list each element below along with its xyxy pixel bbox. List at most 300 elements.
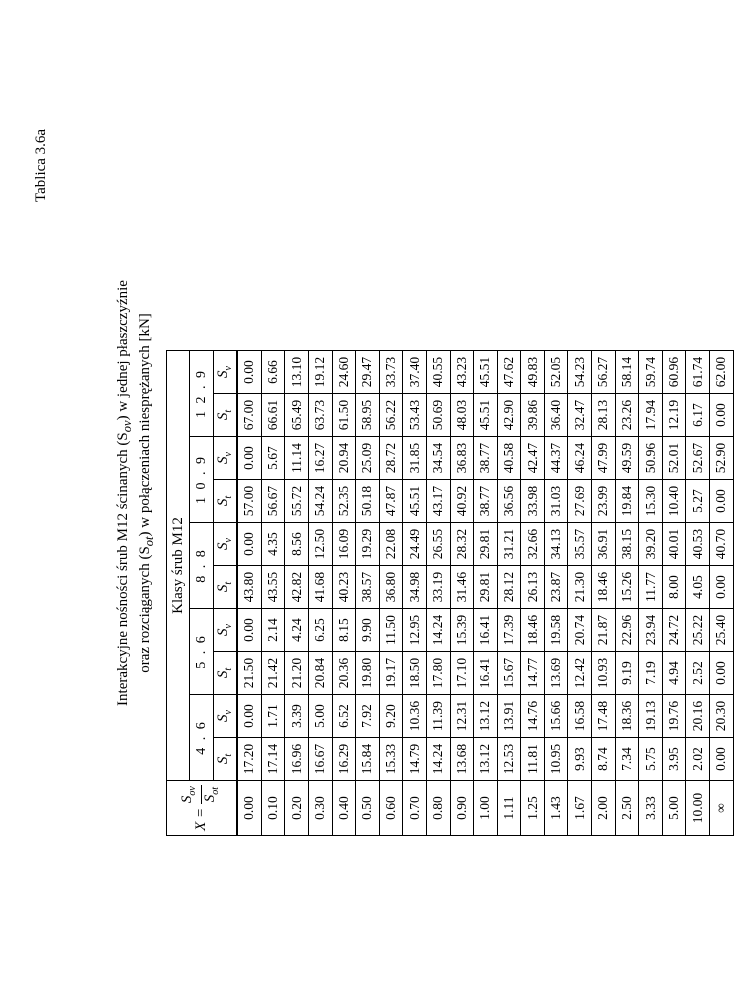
st-value-cell: 9.19 <box>615 652 639 695</box>
st-header-2 <box>213 566 237 609</box>
sv-value-cell: 19.12 <box>308 351 332 394</box>
st-value-cell: 67.00 <box>237 394 261 437</box>
st-value-cell: 36.80 <box>379 566 403 609</box>
st-value-cell: 13.68 <box>450 738 474 781</box>
sv-symbol: S <box>215 542 232 550</box>
sv-value-cell: 47.62 <box>497 351 521 394</box>
st-value-cell: 56.67 <box>261 480 285 523</box>
class-header-4: 1 2 . 9 <box>190 351 213 437</box>
sv-value-cell: 8.56 <box>285 523 309 566</box>
sv-value-cell: 38.77 <box>474 437 498 480</box>
sv-value-cell: 29.47 <box>356 351 380 394</box>
sv-symbol: S <box>215 714 232 722</box>
sv-value-cell: 15.39 <box>450 609 474 652</box>
sv-value-cell: 36.91 <box>592 523 616 566</box>
st-value-cell: 10.95 <box>544 738 568 781</box>
sv-value-cell: 8.15 <box>332 609 356 652</box>
st-value-cell: 43.80 <box>237 566 261 609</box>
st-value-cell: 26.13 <box>521 566 545 609</box>
sv-header-1 <box>213 609 237 652</box>
sv-value-cell: 9.20 <box>379 695 403 738</box>
sv-value-cell: 28.32 <box>450 523 474 566</box>
sv-value-cell: 31.21 <box>497 523 521 566</box>
x-denominator <box>202 785 224 804</box>
st-value-cell: 38.77 <box>474 480 498 523</box>
sv-value-cell: 56.27 <box>592 351 616 394</box>
sv-value-cell: 34.13 <box>544 523 568 566</box>
st-value-cell: 0.00 <box>710 394 734 437</box>
st-value-cell: 7.19 <box>639 652 663 695</box>
st-value-cell: 4.05 <box>686 566 710 609</box>
st-value-cell: 8.74 <box>592 738 616 781</box>
x-value-cell: 0.30 <box>308 781 332 836</box>
x-value-cell: 0.10 <box>261 781 285 836</box>
table-row <box>592 351 616 836</box>
st-value-cell: 17.20 <box>237 738 261 781</box>
st-value-cell: 55.72 <box>285 480 309 523</box>
table-row <box>474 351 498 836</box>
table-row <box>356 351 380 836</box>
st-subscript: t <box>223 667 235 671</box>
st-value-cell: 7.34 <box>615 738 639 781</box>
sv-value-cell: 1.71 <box>261 695 285 738</box>
st-value-cell: 36.56 <box>497 480 521 523</box>
class-row <box>190 351 213 836</box>
sv-value-cell: 0.00 <box>237 609 261 652</box>
table-row <box>639 351 663 836</box>
sv-value-cell: 44.37 <box>544 437 568 480</box>
sv-value-cell: 11.39 <box>426 695 450 738</box>
st-value-cell: 19.84 <box>615 480 639 523</box>
sv-value-cell: 52.90 <box>710 437 734 480</box>
st-value-cell: 0.00 <box>710 566 734 609</box>
sv-value-cell: 22.08 <box>379 523 403 566</box>
table-body <box>237 351 733 836</box>
st-header-3 <box>213 480 237 523</box>
st-value-cell: 10.93 <box>592 652 616 695</box>
st-value-cell: 41.68 <box>308 566 332 609</box>
st-value-cell: 13.69 <box>544 652 568 695</box>
bolt-classes-header: Klasy śrub M12 <box>167 351 190 781</box>
x-value-cell: 3.33 <box>639 781 663 836</box>
st-value-cell: 9.93 <box>568 738 592 781</box>
st-value-cell: 23.26 <box>615 394 639 437</box>
x-value-cell: 0.80 <box>426 781 450 836</box>
sv-value-cell: 40.58 <box>497 437 521 480</box>
sv-subscript: v <box>223 710 235 715</box>
x-fraction <box>179 785 224 804</box>
st-value-cell: 38.57 <box>356 566 380 609</box>
st-value-cell: 53.43 <box>403 394 427 437</box>
sv-value-cell: 52.67 <box>686 437 710 480</box>
table-row <box>237 351 261 836</box>
st-value-cell: 0.00 <box>710 738 734 781</box>
st-value-cell: 23.87 <box>544 566 568 609</box>
sv-header-4 <box>213 351 237 394</box>
sv-value-cell: 36.83 <box>450 437 474 480</box>
sv-value-cell: 24.49 <box>403 523 427 566</box>
x-value-cell: 2.50 <box>615 781 639 836</box>
table-row <box>662 351 686 836</box>
sv-value-cell: 42.47 <box>521 437 545 480</box>
sv-value-cell: 19.13 <box>639 695 663 738</box>
sv-value-cell: 61.74 <box>686 351 710 394</box>
sv-value-cell: 46.24 <box>568 437 592 480</box>
st-subscript: t <box>223 581 235 585</box>
x-label: X = <box>193 807 210 831</box>
st-value-cell: 54.24 <box>308 480 332 523</box>
sub-header-row <box>213 351 237 836</box>
sv-value-cell: 52.05 <box>544 351 568 394</box>
st-value-cell: 33.19 <box>426 566 450 609</box>
st-value-cell: 43.55 <box>261 566 285 609</box>
st-value-cell: 0.00 <box>710 480 734 523</box>
st-value-cell: 29.81 <box>474 566 498 609</box>
st-value-cell: 31.03 <box>544 480 568 523</box>
st-value-cell: 50.18 <box>356 480 380 523</box>
sv-value-cell: 20.30 <box>710 695 734 738</box>
st-symbol: S <box>215 498 232 507</box>
st-value-cell: 12.42 <box>568 652 592 695</box>
caption-line-2-text: oraz rozciąganych (S <box>137 546 153 673</box>
sv-value-cell: 6.52 <box>332 695 356 738</box>
st-value-cell: 5.75 <box>639 738 663 781</box>
st-value-cell: 20.36 <box>332 652 356 695</box>
sv-value-cell: 62.00 <box>710 351 734 394</box>
sv-value-cell: 33.73 <box>379 351 403 394</box>
table-number: Tablica 3.6a <box>33 128 49 202</box>
sv-value-cell: 38.15 <box>615 523 639 566</box>
table-row <box>379 351 403 836</box>
st-value-cell: 63.73 <box>308 394 332 437</box>
st-value-cell: 15.26 <box>615 566 639 609</box>
st-value-cell: 58.95 <box>356 394 380 437</box>
sv-value-cell: 3.39 <box>285 695 309 738</box>
sv-value-cell: 25.22 <box>686 609 710 652</box>
sv-symbol: S <box>215 370 232 378</box>
x-value-cell: 1.11 <box>497 781 521 836</box>
st-value-cell: 28.12 <box>497 566 521 609</box>
st-value-cell: 14.79 <box>403 738 427 781</box>
x-value-cell: 0.60 <box>379 781 403 836</box>
st-symbol: S <box>215 412 232 421</box>
sv-symbol: S <box>215 628 232 636</box>
sv-value-cell: 17.39 <box>497 609 521 652</box>
table-row <box>615 351 639 836</box>
caption-line-1-text: Interakcyjne nośności śrub M12 ścinanych (S <box>115 432 131 706</box>
class-header-2: 8 . 8 <box>190 523 213 609</box>
sv-value-cell: 20.74 <box>568 609 592 652</box>
st-value-cell: 18.46 <box>592 566 616 609</box>
sv-value-cell: 37.40 <box>403 351 427 394</box>
st-value-cell: 33.98 <box>521 480 545 523</box>
sv-subscript: v <box>223 366 235 371</box>
sv-value-cell: 49.83 <box>521 351 545 394</box>
interaction-capacity-table <box>166 350 734 836</box>
sv-value-cell: 16.09 <box>332 523 356 566</box>
st-value-cell: 4.94 <box>662 652 686 695</box>
st-value-cell: 48.03 <box>450 394 474 437</box>
x-value-cell: 1.67 <box>568 781 592 836</box>
st-value-cell: 0.00 <box>710 652 734 695</box>
sv-value-cell: 31.85 <box>403 437 427 480</box>
sv-value-cell: 18.46 <box>521 609 545 652</box>
table-row <box>426 351 450 836</box>
sv-value-cell: 11.50 <box>379 609 403 652</box>
st-value-cell: 61.50 <box>332 394 356 437</box>
st-value-cell: 56.22 <box>379 394 403 437</box>
st-value-cell: 10.40 <box>662 480 686 523</box>
sv-value-cell: 43.23 <box>450 351 474 394</box>
sv-value-cell: 47.99 <box>592 437 616 480</box>
sv-value-cell: 20.16 <box>686 695 710 738</box>
st-value-cell: 19.17 <box>379 652 403 695</box>
sv-value-cell: 0.00 <box>237 437 261 480</box>
st-value-cell: 31.46 <box>450 566 474 609</box>
sv-value-cell: 4.35 <box>261 523 285 566</box>
sv-value-cell: 23.94 <box>639 609 663 652</box>
x-value-cell: 0.20 <box>285 781 309 836</box>
st-value-cell: 45.51 <box>474 394 498 437</box>
x-value-cell: 1.43 <box>544 781 568 836</box>
st-value-cell: 2.52 <box>686 652 710 695</box>
st-value-cell: 23.99 <box>592 480 616 523</box>
sv-value-cell: 2.14 <box>261 609 285 652</box>
sv-value-cell: 25.40 <box>710 609 734 652</box>
st-header-1 <box>213 652 237 695</box>
sv-value-cell: 29.81 <box>474 523 498 566</box>
sv-value-cell: 40.55 <box>426 351 450 394</box>
st-value-cell: 8.00 <box>662 566 686 609</box>
sv-value-cell: 15.66 <box>544 695 568 738</box>
sv-value-cell: 13.12 <box>474 695 498 738</box>
st-value-cell: 16.41 <box>474 652 498 695</box>
sv-value-cell: 59.74 <box>639 351 663 394</box>
st-value-cell: 16.67 <box>308 738 332 781</box>
x-num-sub: ov <box>187 786 199 796</box>
st-value-cell: 42.82 <box>285 566 309 609</box>
st-value-cell: 15.84 <box>356 738 380 781</box>
st-value-cell: 15.33 <box>379 738 403 781</box>
sv-value-cell: 14.24 <box>426 609 450 652</box>
sv-value-cell: 10.36 <box>403 695 427 738</box>
class-header-3: 1 0 . 9 <box>190 437 213 523</box>
sv-value-cell: 35.57 <box>568 523 592 566</box>
sv-value-cell: 13.10 <box>285 351 309 394</box>
x-value-cell: ∞ <box>710 781 734 836</box>
x-ratio-header <box>167 781 238 836</box>
sv-value-cell: 32.66 <box>521 523 545 566</box>
sv-value-cell: 40.53 <box>686 523 710 566</box>
x-value-cell: 0.50 <box>356 781 380 836</box>
sv-value-cell: 12.95 <box>403 609 427 652</box>
x-numerator <box>179 785 202 804</box>
x-value-cell: 1.00 <box>474 781 498 836</box>
sv-value-cell: 19.76 <box>662 695 686 738</box>
sv-value-cell: 45.51 <box>474 351 498 394</box>
sv-value-cell: 16.27 <box>308 437 332 480</box>
st-symbol: S <box>215 756 232 765</box>
st-value-cell: 50.69 <box>426 394 450 437</box>
x-value-cell: 0.00 <box>237 781 261 836</box>
st-value-cell: 15.30 <box>639 480 663 523</box>
st-value-cell: 21.50 <box>237 652 261 695</box>
st-value-cell: 45.51 <box>403 480 427 523</box>
sv-value-cell: 19.58 <box>544 609 568 652</box>
x-value-cell: 2.00 <box>592 781 616 836</box>
sv-value-cell: 6.66 <box>261 351 285 394</box>
st-value-cell: 32.47 <box>568 394 592 437</box>
table-row <box>521 351 545 836</box>
st-value-cell: 5.27 <box>686 480 710 523</box>
st-value-cell: 39.86 <box>521 394 545 437</box>
st-value-cell: 16.96 <box>285 738 309 781</box>
x-value-cell: 10.00 <box>686 781 710 836</box>
x-value-cell: 1.25 <box>521 781 545 836</box>
table-row <box>568 351 592 836</box>
st-value-cell: 15.67 <box>497 652 521 695</box>
st-subscript: t <box>223 753 235 757</box>
sv-value-cell: 12.31 <box>450 695 474 738</box>
sv-value-cell: 7.92 <box>356 695 380 738</box>
sv-subscript: v <box>223 538 235 543</box>
table-row <box>710 351 734 836</box>
sv-value-cell: 0.00 <box>237 695 261 738</box>
st-subscript: t <box>223 495 235 499</box>
st-value-cell: 65.49 <box>285 394 309 437</box>
sv-value-cell: 40.70 <box>710 523 734 566</box>
x-value-cell: 0.70 <box>403 781 427 836</box>
st-value-cell: 18.50 <box>403 652 427 695</box>
st-value-cell: 47.87 <box>379 480 403 523</box>
sv-value-cell: 19.29 <box>356 523 380 566</box>
st-value-cell: 11.81 <box>521 738 545 781</box>
st-value-cell: 21.20 <box>285 652 309 695</box>
sv-value-cell: 16.41 <box>474 609 498 652</box>
x-den-text: S <box>202 794 219 803</box>
st-value-cell: 19.80 <box>356 652 380 695</box>
st-value-cell: 17.14 <box>261 738 285 781</box>
sv-value-cell: 5.67 <box>261 437 285 480</box>
st-value-cell: 16.29 <box>332 738 356 781</box>
sv-value-cell: 17.48 <box>592 695 616 738</box>
sv-value-cell: 12.50 <box>308 523 332 566</box>
sv-value-cell: 54.23 <box>568 351 592 394</box>
st-value-cell: 40.23 <box>332 566 356 609</box>
sv-value-cell: 18.36 <box>615 695 639 738</box>
sv-value-cell: 21.87 <box>592 609 616 652</box>
sv-value-cell: 58.14 <box>615 351 639 394</box>
sv-value-cell: 24.72 <box>662 609 686 652</box>
table-row <box>686 351 710 836</box>
sv-value-cell: 6.25 <box>308 609 332 652</box>
class-header-1: 5 . 6 <box>190 609 213 695</box>
st-value-cell: 66.61 <box>261 394 285 437</box>
caption-line-1 <box>114 170 136 816</box>
sv-value-cell: 52.01 <box>662 437 686 480</box>
x-num-text: S <box>179 795 196 804</box>
sv-value-cell: 16.58 <box>568 695 592 738</box>
caption-line-2 <box>136 170 158 816</box>
sv-value-cell: 4.24 <box>285 609 309 652</box>
st-value-cell: 14.24 <box>426 738 450 781</box>
sv-value-cell: 50.96 <box>639 437 663 480</box>
st-value-cell: 12.19 <box>662 394 686 437</box>
sv-value-cell: 26.55 <box>426 523 450 566</box>
st-value-cell: 21.30 <box>568 566 592 609</box>
sv-value-cell: 0.00 <box>237 523 261 566</box>
st-value-cell: 11.77 <box>639 566 663 609</box>
st-header-4 <box>213 394 237 437</box>
st-symbol: S <box>215 584 232 593</box>
sv-value-cell: 9.90 <box>356 609 380 652</box>
st-value-cell: 40.92 <box>450 480 474 523</box>
sv-value-cell: 60.96 <box>662 351 686 394</box>
x-value-cell: 0.90 <box>450 781 474 836</box>
sv-header-2 <box>213 523 237 566</box>
sv-subscript: v <box>223 624 235 629</box>
table-caption <box>114 170 158 816</box>
sv-value-cell: 25.09 <box>356 437 380 480</box>
x-den-sub: ot <box>210 786 222 795</box>
sv-value-cell: 40.01 <box>662 523 686 566</box>
caption-line-1-end: ) w jednej płaszczyźnie <box>115 280 131 421</box>
sv-symbol: S <box>215 456 232 464</box>
class-header-0: 4 . 6 <box>190 695 213 781</box>
sv-value-cell: 13.91 <box>497 695 521 738</box>
st-value-cell: 6.17 <box>686 394 710 437</box>
table-row <box>285 351 309 836</box>
sv-value-cell: 34.54 <box>426 437 450 480</box>
sv-value-cell: 20.94 <box>332 437 356 480</box>
st-symbol: S <box>215 670 232 679</box>
st-value-cell: 27.69 <box>568 480 592 523</box>
caption-line-2-end: ) w połączeniach niesprężanych [kN] <box>137 313 153 537</box>
st-value-cell: 17.10 <box>450 652 474 695</box>
st-value-cell: 36.40 <box>544 394 568 437</box>
caption-line-1-sub: ov <box>120 420 134 433</box>
st-value-cell: 57.00 <box>237 480 261 523</box>
sv-value-cell: 11.14 <box>285 437 309 480</box>
st-value-cell: 12.53 <box>497 738 521 781</box>
st-value-cell: 43.17 <box>426 480 450 523</box>
sv-value-cell: 0.00 <box>237 351 261 394</box>
st-value-cell: 28.13 <box>592 394 616 437</box>
table-row <box>450 351 474 836</box>
table-row <box>261 351 285 836</box>
table-row <box>497 351 521 836</box>
st-value-cell: 17.94 <box>639 394 663 437</box>
sv-value-cell: 39.20 <box>639 523 663 566</box>
st-value-cell: 2.02 <box>686 738 710 781</box>
sv-header-3 <box>213 437 237 480</box>
sv-subscript: v <box>223 452 235 457</box>
st-value-cell: 20.84 <box>308 652 332 695</box>
sv-value-cell: 5.00 <box>308 695 332 738</box>
st-value-cell: 17.80 <box>426 652 450 695</box>
st-value-cell: 34.98 <box>403 566 427 609</box>
sv-value-cell: 14.76 <box>521 695 545 738</box>
st-value-cell: 52.35 <box>332 480 356 523</box>
table-row <box>332 351 356 836</box>
caption-line-2-sub: ot <box>142 536 156 547</box>
sv-value-cell: 49.59 <box>615 437 639 480</box>
table-row <box>308 351 332 836</box>
x-value-cell: 0.40 <box>332 781 356 836</box>
st-value-cell: 21.42 <box>261 652 285 695</box>
sv-value-cell: 24.60 <box>332 351 356 394</box>
st-header-0 <box>213 738 237 781</box>
